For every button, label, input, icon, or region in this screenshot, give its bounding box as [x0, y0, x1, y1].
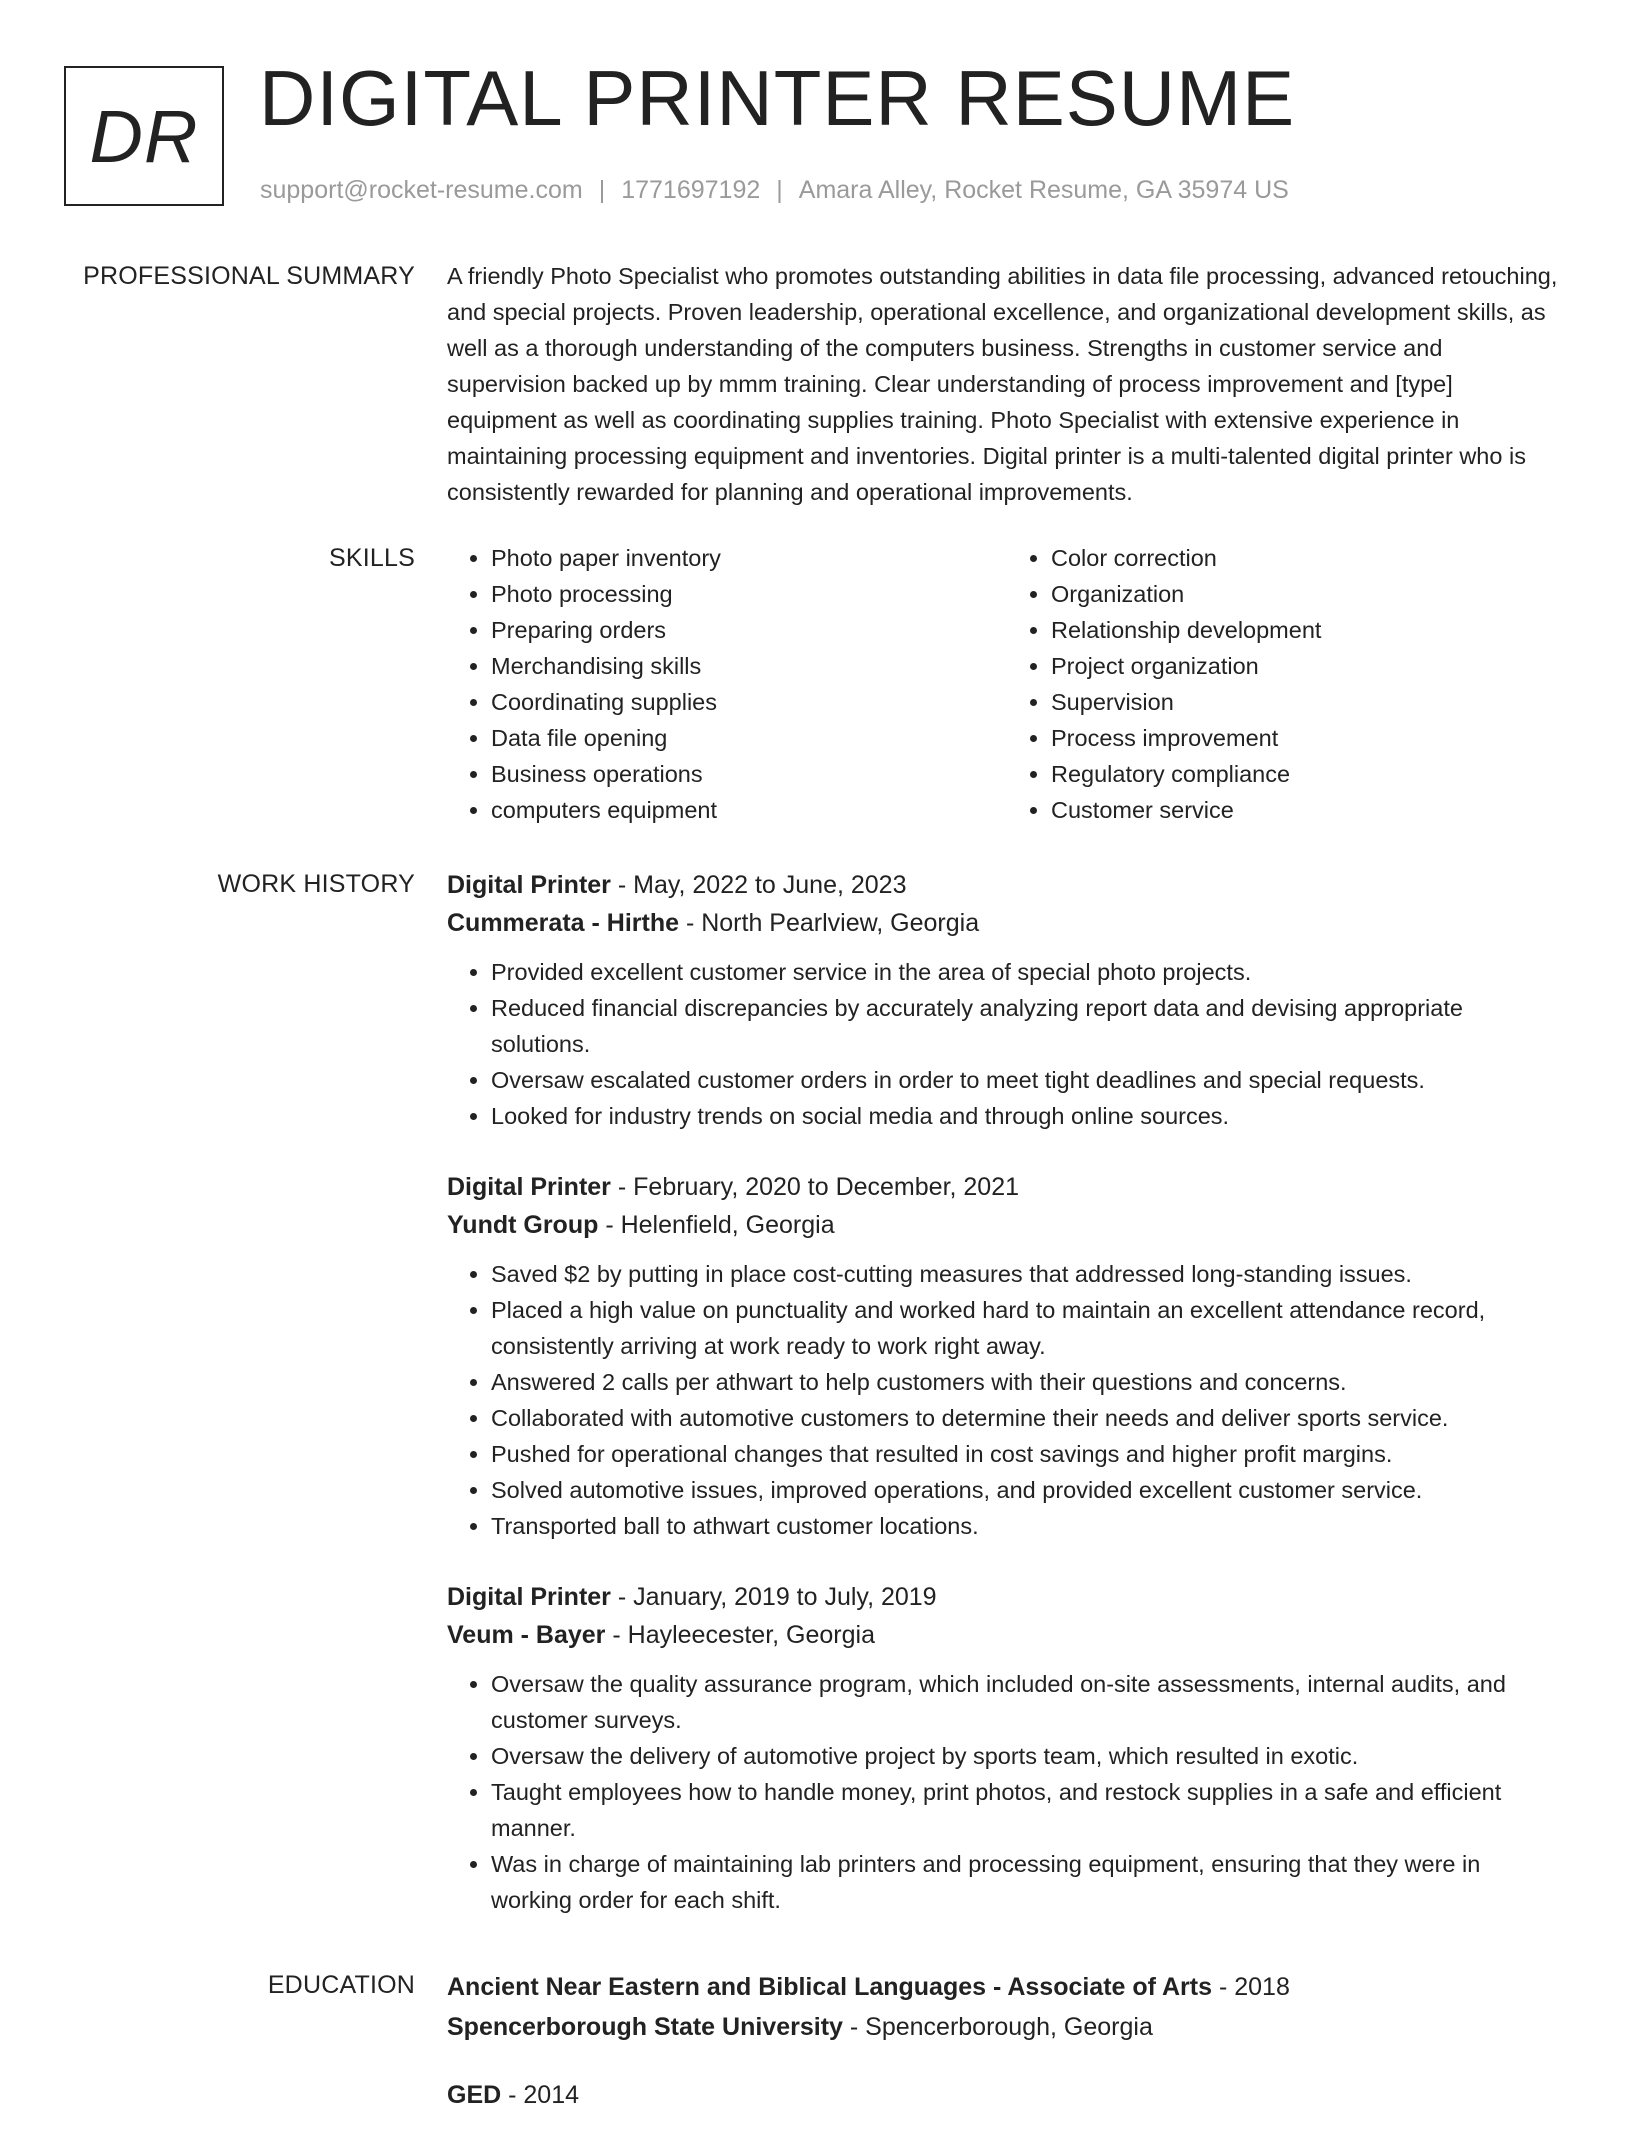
job-bullet: • Oversaw the delivery of automotive project by sports team, which resulted in exotic.	[491, 1738, 1567, 1774]
job-location: - North Pearlview, Georgia	[679, 909, 980, 937]
contact-separator: |	[598, 176, 606, 204]
contact-phone[interactable]: 1771697192	[621, 176, 761, 204]
skill-item: • Coordinating supplies	[491, 684, 1007, 720]
skills-list-right	[1007, 540, 1567, 828]
skill-item: • Merchandising skills	[491, 648, 1007, 684]
job-bullet: • Oversaw escalated customer orders in order to meet tight deadlines and special requests.	[491, 1062, 1567, 1098]
job-bullets	[447, 1666, 1567, 1918]
summary-text: A friendly Photo Specialist who promotes outstanding abilities in data file processing, advanced retouching, and special projects. Proven leadership, operational excellence, and organizational development skills, as well as a thorough understanding of the computers business. Strengths in customer service and supervision backed up by mmm training. Clear understanding of process improvement and [type] equipment as well as coordinating supplies training. Photo Specialist with extensive experience in maintaining processing equipment and inventories. Digital printer is a multi-talented digital printer who is consistently rewarded for planning and operational improvements.	[447, 263, 1558, 505]
education-section	[0, 1967, 1632, 2143]
resume-title: DIGITAL PRINTER RESUME	[259, 54, 1296, 142]
job-bullets	[447, 954, 1567, 1134]
skill-item: • Customer service	[1051, 792, 1567, 828]
job-bullet: • Was in charge of maintaining lab printers and processing equipment, ensuring that they were in working order for each shift.	[491, 1846, 1567, 1918]
skill-item: • Photo paper inventory	[491, 540, 1007, 576]
job-entry	[447, 1168, 1567, 1544]
summary-section	[0, 258, 1632, 510]
skill-item: • Project organization	[1051, 648, 1567, 684]
job-bullet: • Oversaw the quality assurance program, which included on-site assessments, internal audits, and customer surveys.	[491, 1666, 1567, 1738]
skill-item: • Data file opening	[491, 720, 1007, 756]
skill-item: • Regulatory compliance	[1051, 756, 1567, 792]
skill-item: • Preparing orders	[491, 612, 1007, 648]
job-bullet: • Collaborated with automotive customers to determine their needs and deliver sports service.	[491, 1400, 1567, 1436]
job-entry	[447, 866, 1567, 1134]
education-school: Spencerborough State University	[447, 2013, 843, 2041]
education-year: - 2014	[501, 2081, 580, 2109]
job-company: Veum - Bayer	[447, 1621, 606, 1649]
education-location: - Spencerborough, Georgia	[842, 2013, 1153, 2041]
skills-list-left	[447, 540, 1007, 828]
skill-item: • Relationship development	[1051, 612, 1567, 648]
job-entry	[447, 1578, 1567, 1918]
education-year: - 2018	[1212, 1973, 1290, 2001]
job-bullet: • Placed a high value on punctuality and worked hard to maintain an excellent attendance record, consistently arriving at work ready to work right away.	[491, 1292, 1567, 1364]
job-dates: - January, 2019 to July, 2019	[610, 1583, 937, 1611]
job-company: Cummerata - Hirthe	[447, 909, 679, 937]
education-body	[447, 1967, 1567, 2143]
skill-item: • Photo processing	[491, 576, 1007, 612]
section-label-work: WORK HISTORY	[217, 870, 415, 898]
job-location: - Helenfield, Georgia	[598, 1211, 835, 1239]
job-bullet: • Reduced financial discrepancies by accurately analyzing report data and devising appropriate solutions.	[491, 990, 1567, 1062]
contact-separator: |	[776, 176, 783, 204]
skill-item: • Process improvement	[1051, 720, 1567, 756]
job-bullets	[447, 1256, 1567, 1544]
skill-item: • Color correction	[1051, 540, 1567, 576]
job-location: - Hayleecester, Georgia	[605, 1621, 875, 1649]
skill-item: • Supervision	[1051, 684, 1567, 720]
contact-email[interactable]: support@rocket-resume.com	[260, 176, 583, 204]
work-history-section	[0, 866, 1632, 1952]
monogram-badge	[64, 66, 224, 206]
job-bullet: • Saved $2 by putting in place cost-cutting measures that addressed long-standing issues.	[491, 1256, 1567, 1292]
job-title: Digital Printer	[447, 871, 611, 899]
job-bullet: • Pushed for operational changes that resulted in cost savings and higher profit margins.	[491, 1436, 1567, 1472]
skill-item: • Business operations	[491, 756, 1007, 792]
education-entry	[447, 2075, 1567, 2115]
section-label-skills: SKILLS	[329, 544, 415, 572]
job-dates: - May, 2022 to June, 2023	[610, 871, 907, 899]
job-title: Digital Printer	[447, 1583, 611, 1611]
job-bullet: • Provided excellent customer service in the area of special photo projects.	[491, 954, 1567, 990]
education-degree: GED	[447, 2081, 502, 2109]
work-body	[447, 866, 1567, 1952]
skill-item: • Organization	[1051, 576, 1567, 612]
contact-line	[260, 176, 1289, 205]
job-bullet: • Transported ball to athwart customer locations.	[491, 1508, 1567, 1544]
job-dates: - February, 2020 to December, 2021	[610, 1173, 1020, 1201]
education-degree: Ancient Near Eastern and Biblical Languages - Associate of Arts	[447, 1973, 1213, 2001]
job-company: Yundt Group	[447, 1211, 599, 1239]
skill-item: • computers equipment	[491, 792, 1007, 828]
job-bullet: • Looked for industry trends on social media and through online sources.	[491, 1098, 1567, 1134]
section-label-education: EDUCATION	[267, 1971, 415, 1999]
education-entry	[447, 1967, 1567, 2047]
contact-address: Amara Alley, Rocket Resume, GA 35974 US	[798, 176, 1289, 204]
job-title: Digital Printer	[447, 1173, 611, 1201]
job-bullet: • Solved automotive issues, improved operations, and provided excellent customer service.	[491, 1472, 1567, 1508]
initials: DR	[89, 94, 199, 178]
skills-body	[447, 540, 1567, 828]
section-label-summary: PROFESSIONAL SUMMARY	[83, 262, 415, 290]
skills-section	[0, 540, 1632, 828]
job-bullet: • Taught employees how to handle money, print photos, and restock supplies in a safe and efficient manner.	[491, 1774, 1567, 1846]
summary-body	[447, 258, 1567, 510]
job-bullet: • Answered 2 calls per athwart to help customers with their questions and concerns.	[491, 1364, 1567, 1400]
